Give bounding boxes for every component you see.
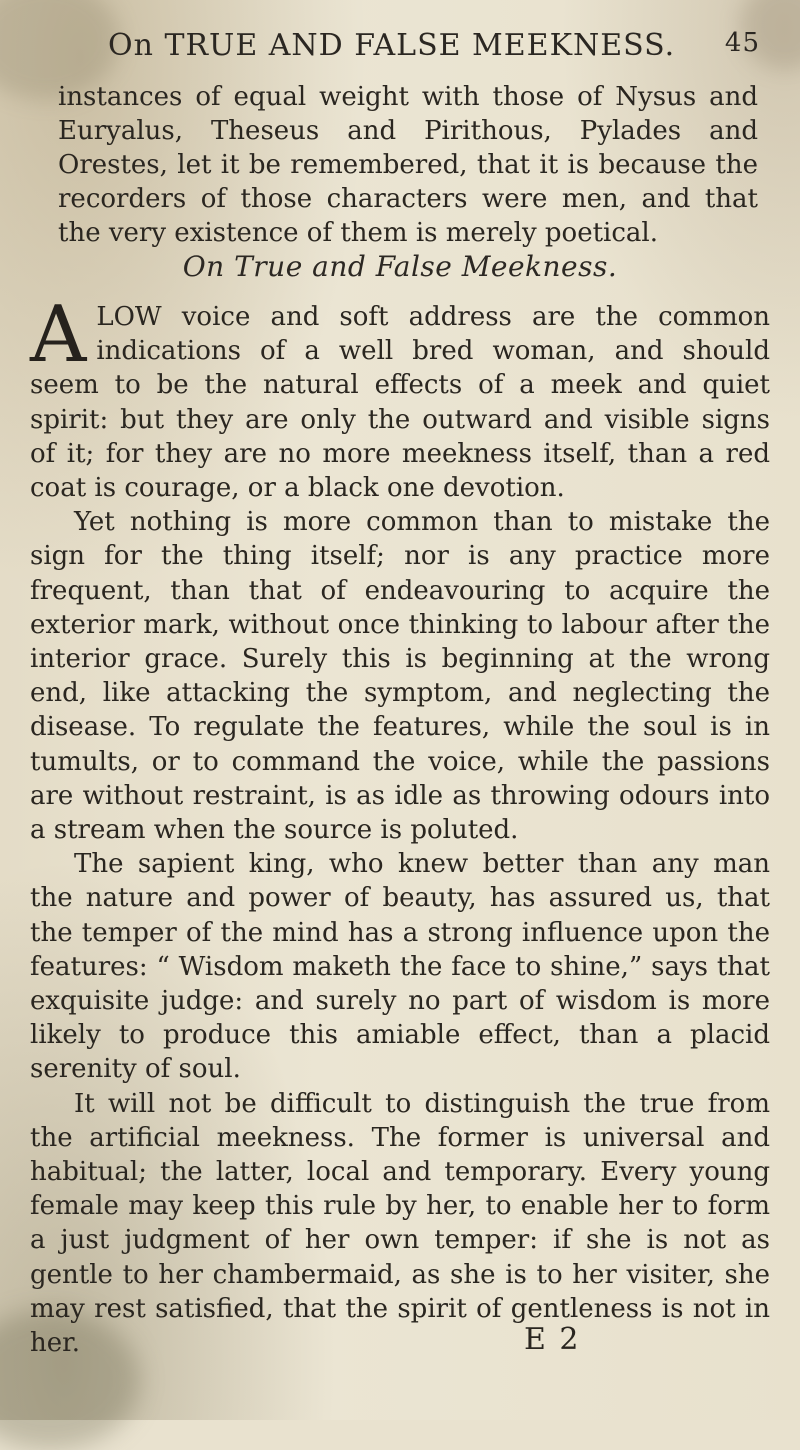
drop-cap: A	[30, 290, 87, 380]
paragraph-1	[30, 290, 770, 505]
page-number: 45	[724, 28, 760, 58]
essay-body	[30, 290, 770, 1360]
intro-text: instances of equal weight with those of Nysus and Euryalus, Theseus and Pirithous, Pylades and Orestes, let it be remembered, that it is because the recorders of those characters were men, and that the very existence of them is merely poetical.	[58, 82, 758, 248]
essay-title: On True and False Meekness.	[182, 250, 618, 283]
running-title: On TRUE AND FALSE MEEKNESS.	[108, 28, 676, 63]
paragraph-3: The sapient king, who knew better than any man the nature and power of beauty, has assured us, that the temper of the mind has a strong influence upon the features: “ Wisdom maketh the face to shine,” says that exquisite judge: and surely no part of wisdom is more likely to produce this amiable effect, than a placid serenity of soul.	[30, 849, 770, 1085]
signature-mark: E 2	[524, 1322, 581, 1357]
paragraph-2: Yet nothing is more common than to mistake the sign for the thing itself; nor is any practice more frequent, than that of endeavouring to acquire the exterior mark, without once thinking to labour after the interior grace. Surely this is beginning at the wrong end, like attacking the symptom, and neglecting the disease. To regulate the features, while the soul is in tumults, or to command the voice, while the passions are without restraint, is as idle as throwing odours into a stream when the source is poluted.	[30, 507, 770, 846]
paragraph-4: It will not be difficult to distinguish the true from the artificial meekness. The former is universal and habitual; the latter, local and temporary. Every young female may keep this rule by her, to enable her to form a just judgment of her own temper: if she is not as gentle to her chambermaid, as she is to her visiter, she may rest satisfied, that the spirit of gentleness is not in her.	[30, 1088, 770, 1359]
paragraph-text: LOW voice and soft address are the common indications of a well bred woman, and should seem to be the natural effects of a meek and quiet spirit: but they are only the outward and visible signs of it; for they are no more meekness itself, than a red coat is courage, or a black one devotion.	[30, 302, 770, 504]
page-header	[108, 28, 760, 72]
intro-paragraph	[58, 80, 758, 250]
